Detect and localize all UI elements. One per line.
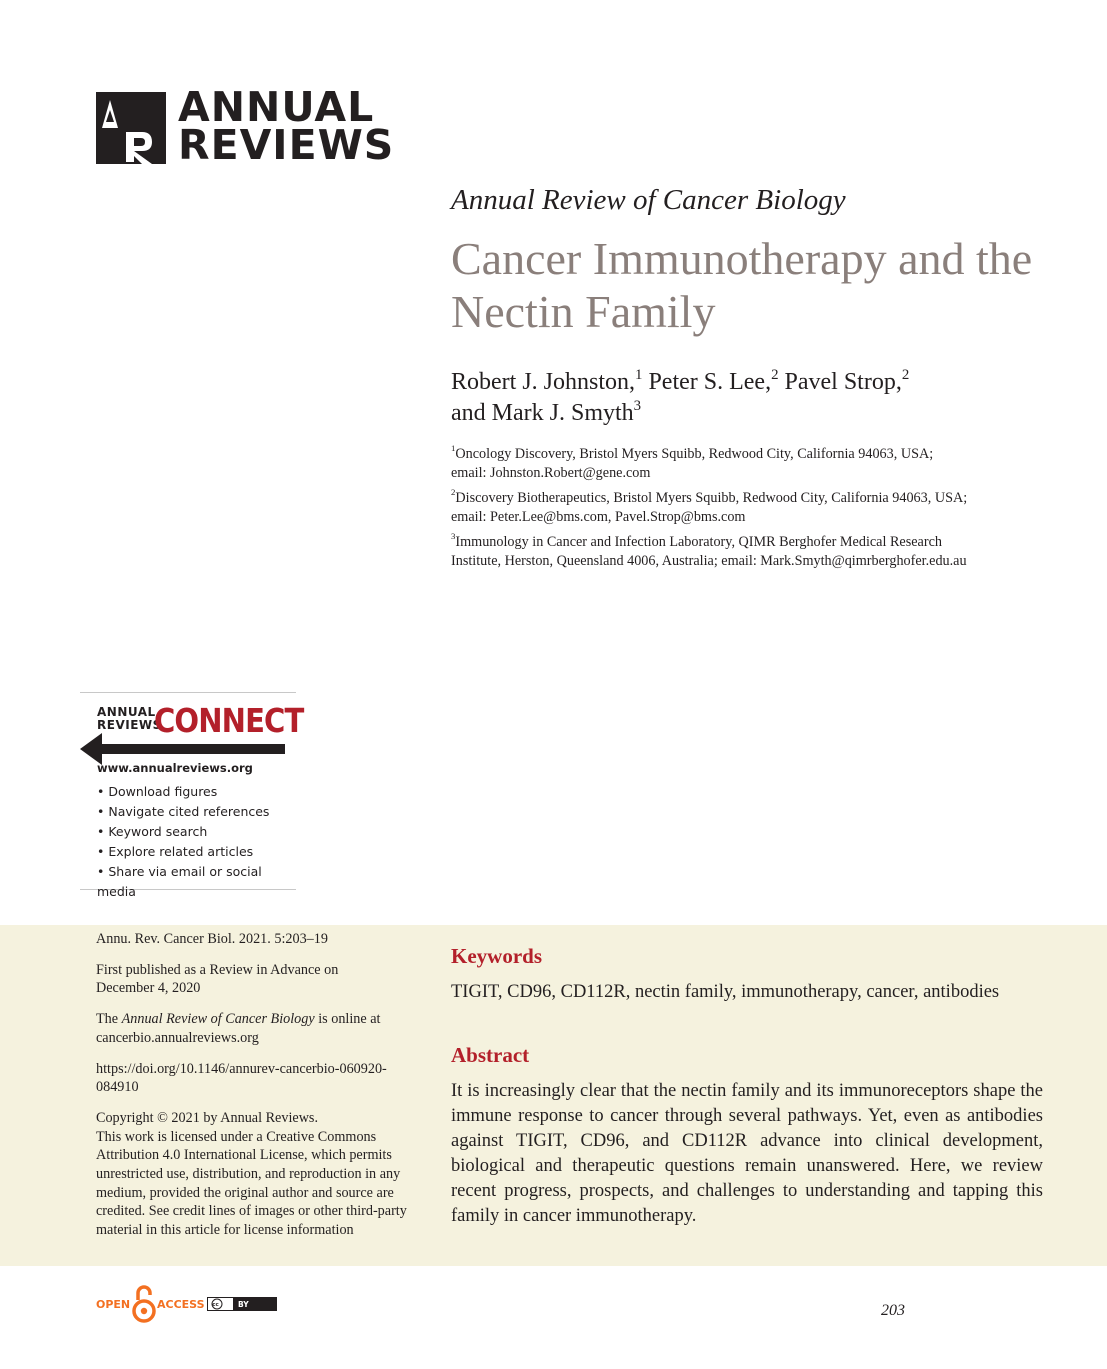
open-access-badge: [96, 1284, 286, 1324]
affiliations: [451, 445, 1091, 577]
doi-link[interactable]: https://doi.org/10.1146/annurev-cancerbio-060920- 084910: [96, 1060, 387, 1096]
by-label: BY: [238, 1300, 249, 1309]
list-item: • Navigate cited references: [97, 802, 296, 822]
annual-reviews-connect-box[interactable]: [80, 692, 304, 899]
author: Robert J. Johnston,$^1$: [451, 366, 643, 395]
abstract-heading: Abstract: [451, 1043, 530, 1067]
open-label: OPEN: [96, 1298, 131, 1311]
list-item: • Download figures: [97, 782, 296, 802]
connect-annual-reviews-label: ANNUAL REVIEWS: [97, 705, 162, 732]
affiliation: $^2$Discovery Biotherapeutics, Bristol Myers Squibb, Redwood City, California 94063, USA; email: Peter.Lee@bms.com, Pavel.Strop@bms.com: [451, 487, 968, 525]
affiliation: $^1$Oncology Discovery, Bristol Myers Squibb, Redwood City, California 94063, USA; email: Johnston.Robert@gene.com: [451, 443, 934, 481]
citation: Annu. Rev. Cancer Biol. 2021. 5:203–19: [96, 931, 328, 947]
list-item: • Share via email or social media: [97, 862, 296, 902]
online-note: The Annual Review of Cancer Biology is online at cancerbio.annualreviews.org: [96, 1011, 381, 1046]
keywords-text: TIGIT, CD96, CD112R, nectin family, immunotherapy, cancer, antibodies: [451, 982, 1000, 1002]
connect-features-list: [97, 782, 296, 902]
connect-url[interactable]: www.annualreviews.org: [97, 761, 253, 775]
author-list: [451, 367, 1071, 429]
abstract-text: It is increasingly clear that the nectin family and its immunoreceptors shape the immune response to cancer through several pathways. Yet, even as antibodies against TIGIT, CD96, and CD112R advance into clinical development, biological and therapeutic questions remain unanswered. Here, we review recent progress, prospects, and challenges to understanding and tapping this family in cancer immunotherapy.: [451, 1081, 1043, 1226]
list-item: • Keyword search: [97, 822, 296, 842]
author: and Mark J. Smyth$^3$: [451, 397, 642, 426]
annual-reviews-logo-icon: [96, 92, 166, 164]
author: Pavel Strop,$^2$: [784, 366, 910, 395]
published-date: First published as a Review in Advance on December 4, 2020: [96, 961, 339, 997]
cc-by-license-icon[interactable]: [207, 1297, 277, 1311]
logo-line-1: ANNUAL: [178, 83, 375, 131]
annual-reviews-logo: [96, 83, 395, 169]
journal-name: Annual Review of Cancer Biology: [451, 184, 846, 216]
open-access-lock-icon: [132, 1284, 156, 1324]
list-item: • Explore related articles: [97, 842, 296, 862]
keywords-heading: Keywords: [451, 944, 542, 968]
author: Peter S. Lee,$^2$: [648, 366, 779, 395]
cc-label: cc: [212, 1302, 219, 1309]
logo-line-2: REVIEWS: [178, 121, 395, 169]
journal-site-link[interactable]: cancerbio.annualreviews.org: [96, 1029, 259, 1046]
affiliation: $^3$Immunology in Cancer and Infection Laboratory, QIMR Berghofer Medical Research Institute, Herston, Queensland 4006, Australia; email: Mark.Smyth@qimrberghofer.edu.au: [451, 531, 967, 569]
copyright-notice: Copyright © 2021 by Annual Reviews. This work is licensed under a Creative Commons Attribution 4.0 International License, which permits unrestricted use, distribution, and reproduction in any medium, provided the original author and source are credited. See credit lines of images or other third-party material in this article for license information: [96, 1109, 407, 1239]
article-title: Cancer Immunotherapy and the Nectin Family: [451, 233, 1033, 337]
page-number: 203: [881, 1302, 905, 1319]
connect-title: CONNECT: [154, 701, 304, 740]
article-metadata: [96, 930, 426, 1252]
access-label: ACCESS: [157, 1298, 205, 1311]
